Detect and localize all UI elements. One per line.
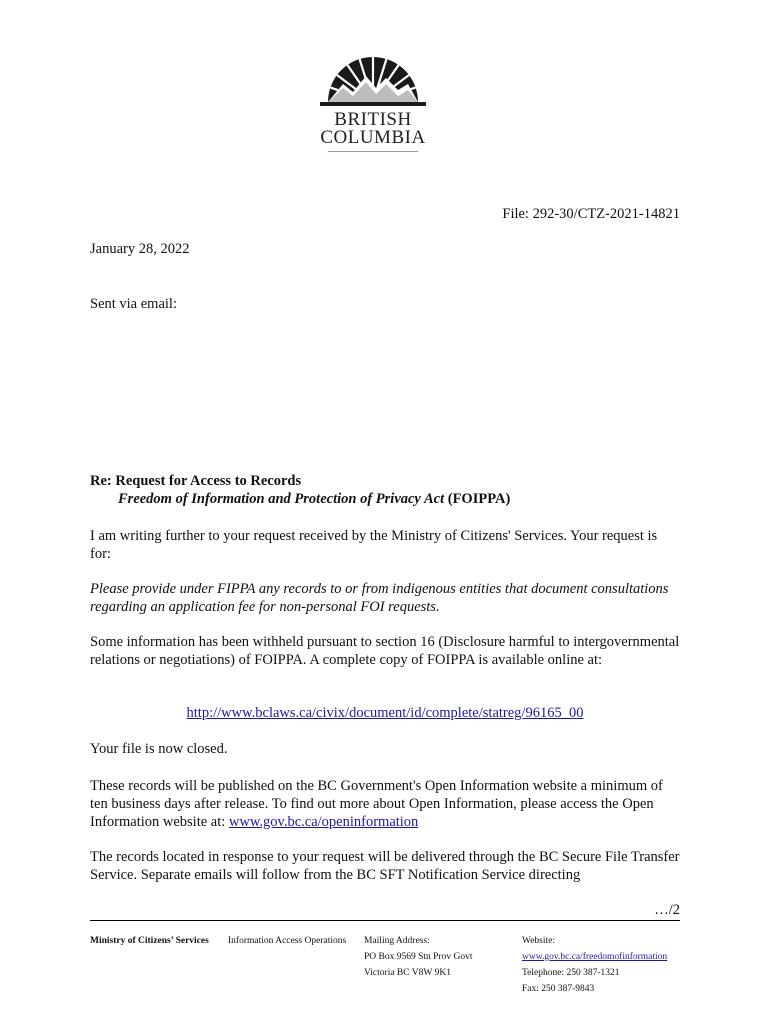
logo-wordmark (318, 111, 428, 147)
delivery-paragraph: The records located in response to your request will be delivered through the BC Secure File Transfer Service. Separate emails will follow from the BC SFT Notification Service directing (90, 849, 680, 883)
website-label: Website: (522, 936, 556, 946)
mailing-line-2: Victoria BC V8W 9K1 (364, 968, 451, 978)
act-abbreviation: (FOIPPA) (447, 491, 511, 507)
act-name: Freedom of Information and Protection of Privacy Act (118, 491, 445, 507)
logo-line-british: BRITISH (334, 109, 412, 130)
subject-line: Re: Request for Access to Records (90, 473, 302, 489)
letter-date: January 28, 2022 (90, 241, 190, 257)
fax: Fax: 250 387-9843 (522, 984, 595, 994)
intro-paragraph: I am writing further to your request received by the Ministry of Citizens' Services. Your request is for: (90, 528, 658, 562)
footer-mailing-address (364, 933, 472, 981)
publication-text: These records will be published on the BC Government's Open Information website a minimum of ten business days after release. To find out more about Open Information, please access the Open Information website at: (90, 778, 663, 830)
footer-branch: Information Access Operations (228, 936, 347, 946)
file-reference: File: 292-30/CTZ-2021-14821 (502, 206, 680, 222)
publication-paragraph (90, 777, 680, 831)
act-line (118, 490, 510, 508)
logo-underline (328, 151, 418, 152)
mailing-label: Mailing Address: (364, 936, 430, 946)
bc-government-logo (318, 44, 428, 152)
file-closed: Your file is now closed. (90, 741, 228, 757)
foippa-url-line (0, 704, 770, 722)
page-continuation: …/2 (654, 902, 680, 918)
sent-via: Sent via email: (90, 296, 177, 312)
footer-divider (90, 920, 680, 921)
telephone: Telephone: 250 387-1321 (522, 968, 620, 978)
request-quote: Please provide under FIPPA any records to or from indigenous entities that document consultations regarding an application fee for non-personal FOI requests. (90, 581, 669, 615)
footer-ministry: Ministry of Citizens’ Services (90, 936, 209, 946)
footer-contact (522, 933, 667, 997)
mailing-line-1: PO Box 9569 Stn Prov Govt (364, 952, 473, 962)
withheld-paragraph: Some information has been withheld pursuant to section 16 (Disclosure harmful to intergovernmental relations or negotiations) of FOIPPA. A complete copy of FOIPPA is available online at: (90, 634, 680, 668)
logo-line-columbia: COLUMBIA (320, 127, 426, 148)
foippa-link[interactable]: http://www.bclaws.ca/civix/document/id/complete/statreg/96165_00 (186, 705, 584, 721)
sun-mountain-emblem (318, 44, 428, 106)
foi-website-link[interactable]: www.gov.bc.ca/freedomofinformation (522, 952, 668, 962)
open-information-link[interactable]: www.gov.bc.ca/openinformation (228, 814, 419, 830)
